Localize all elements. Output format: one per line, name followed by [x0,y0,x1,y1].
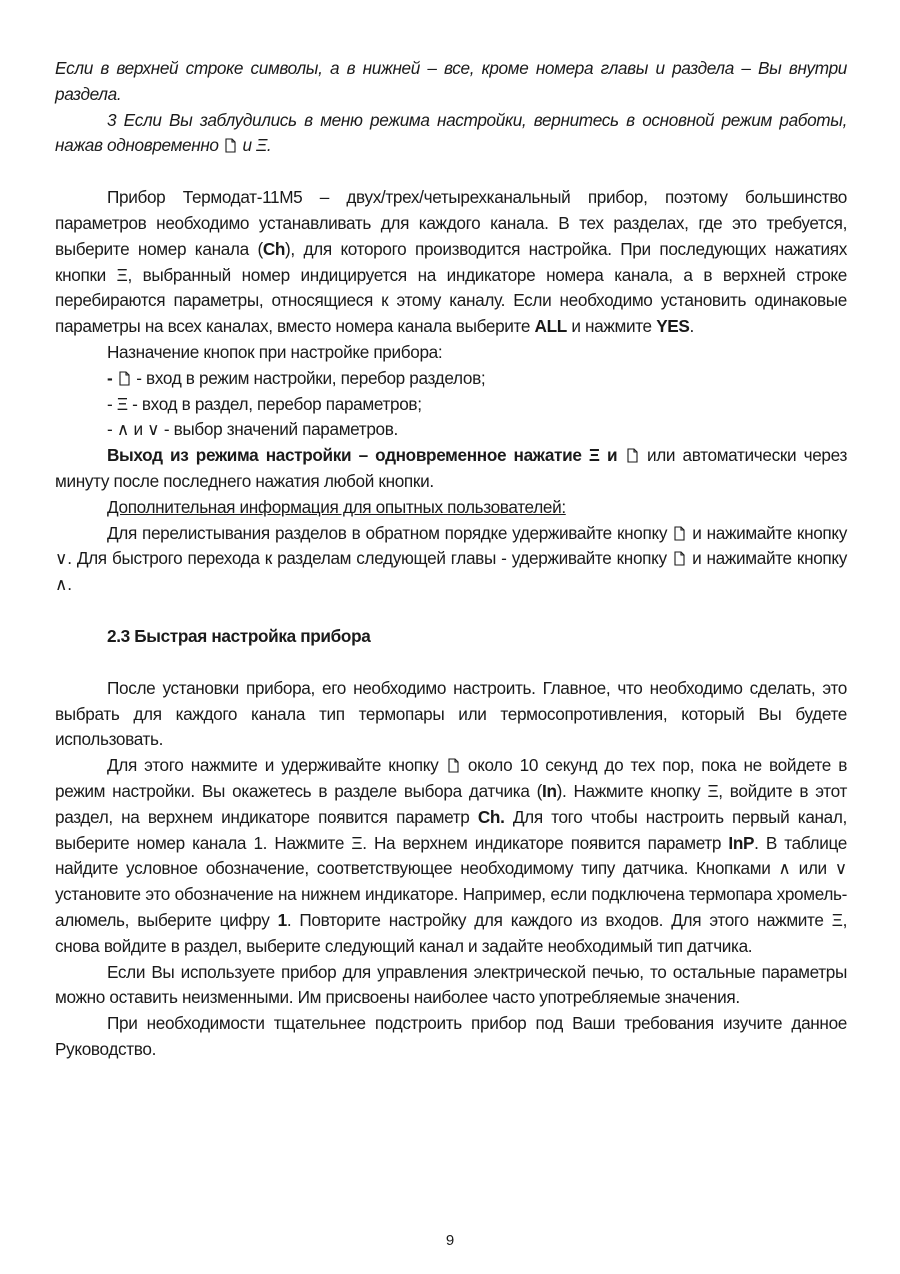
menu-icon: Ξ [116,393,128,414]
page-icon [674,526,685,541]
section-paragraph-4: При необходимости тщательнее подстроить прибор под Ваши требования изучите данное Руководство. [55,1013,847,1059]
buttons-item-arrows: - ∧ и ∨ - выбор значений параметров. [107,419,398,440]
value-one: 1 [277,909,287,930]
up-arrow-icon: ∧ [778,858,791,879]
page-icon [627,448,638,463]
down-arrow-icon: ∨ [834,858,847,879]
all-param: ALL [534,316,567,337]
document-page [55,56,847,1063]
section-heading: 2.3 Быстрая настройка прибора [107,625,371,646]
down-arrow-icon: ∨ [55,548,68,569]
yes-param: YES [656,316,690,337]
buttons-item-page: - - вход в режим настройки, перебор разделов; [107,367,486,388]
inp-param: InP [728,832,755,853]
ch-param: Ch [262,238,286,259]
buttons-title: Назначение кнопок при настройке прибора: [107,341,443,362]
menu-icon: Ξ [256,135,267,156]
menu-icon: Ξ [831,909,843,930]
down-arrow-icon: ∨ [147,419,160,440]
page-number: 9 [445,1232,455,1249]
up-arrow-icon: ∧ [55,574,68,595]
menu-icon: Ξ [351,832,363,853]
in-param: In [542,780,557,801]
menu-icon: Ξ [707,780,719,801]
buttons-item-menu: - Ξ - вход в раздел, перебор параметров; [107,393,422,414]
section-paragraph-2: Для этого нажмите и удерживайте кнопку около 10 секунд до тех пор, пока не войдете в режим настройки. Вы окажетесь в разделе выбора датчика (In). Нажмите кнопку Ξ, войдите в этот раздел, на верхнем индикаторе появится параметр Ch. Для того чтобы настроить первый канал, выберите номер канала 1. Нажмите Ξ. На верхнем индикаторе появится параметр InP. В таблице найдите условное обозначение, соответствующее необходимому типу датчика. Кнопками ∧ или ∨ установите это обозначение на нижнем индикаторе. Например, если подключена термопара хромель-алюмель, выберите цифру 1. Повторите настройку для каждого из входов. Для этого нажмите Ξ, снова войдите в раздел, выберите следующий канал и задайте необходимый тип датчика. [55,755,848,956]
section-paragraph-1: После установки прибора, его необходимо настроить. Главное, что необходимо сделать, это выбрать для каждого канала тип термопары или термосопротивления, который Вы будете использовать. [55,677,847,750]
intro-paragraph-2: 3 Если Вы заблудились в меню режима настройки, вернитесь в основной режим работы, нажав одновременно и Ξ. [55,109,847,156]
advanced-paragraph: Для перелистывания разделов в обратном порядке удерживайте кнопку и нажимайте кнопку ∨. Для быстрого перехода к разделам следующей главы - удерживайте кнопку и нажимайте кнопку ∧. [55,522,847,595]
intro-paragraph-1: Если в верхней строке символы, а в нижней – все, кроме номера главы и раздела – Вы внутри раздела. [55,58,847,104]
ch-param: Ch. [477,806,505,827]
advanced-title: Дополнительная информация для опытных пользователей: [107,496,566,517]
page-icon [448,758,459,773]
page-icon [119,371,130,386]
menu-icon: Ξ [116,264,128,285]
page-icon [225,138,236,153]
channels-paragraph: Прибор Термодат-11М5 – двух/трех/четырехканальный прибор, поэтому большинство параметров необходимо устанавливать для каждого канала. В тех разделах, где это требуется, выберите номер канала (Ch), для которого производится настройка. При последующих нажатиях кнопки Ξ, выбранный номер индицируется на индикаторе номера канала, а в верхней строке перебираются параметры, относящиеся к этому каналу. Если необходимо установить одинаковые параметры на всех каналах, вместо номера канала выберите ALL и нажмите YES. [55,187,847,337]
section-paragraph-3: Если Вы используете прибор для управления электрической печью, то остальные параметры можно оставить неизменными. Им присвоены наиболее часто употребляемые значения. [55,961,847,1008]
up-arrow-icon: ∧ [116,419,130,440]
exit-paragraph: Выход из режима настройки – одновременное нажатие Ξ и или автоматически через минуту после последнего нажатия любой кнопки. [55,445,847,491]
page-icon [674,551,685,566]
menu-icon: Ξ [588,445,600,466]
